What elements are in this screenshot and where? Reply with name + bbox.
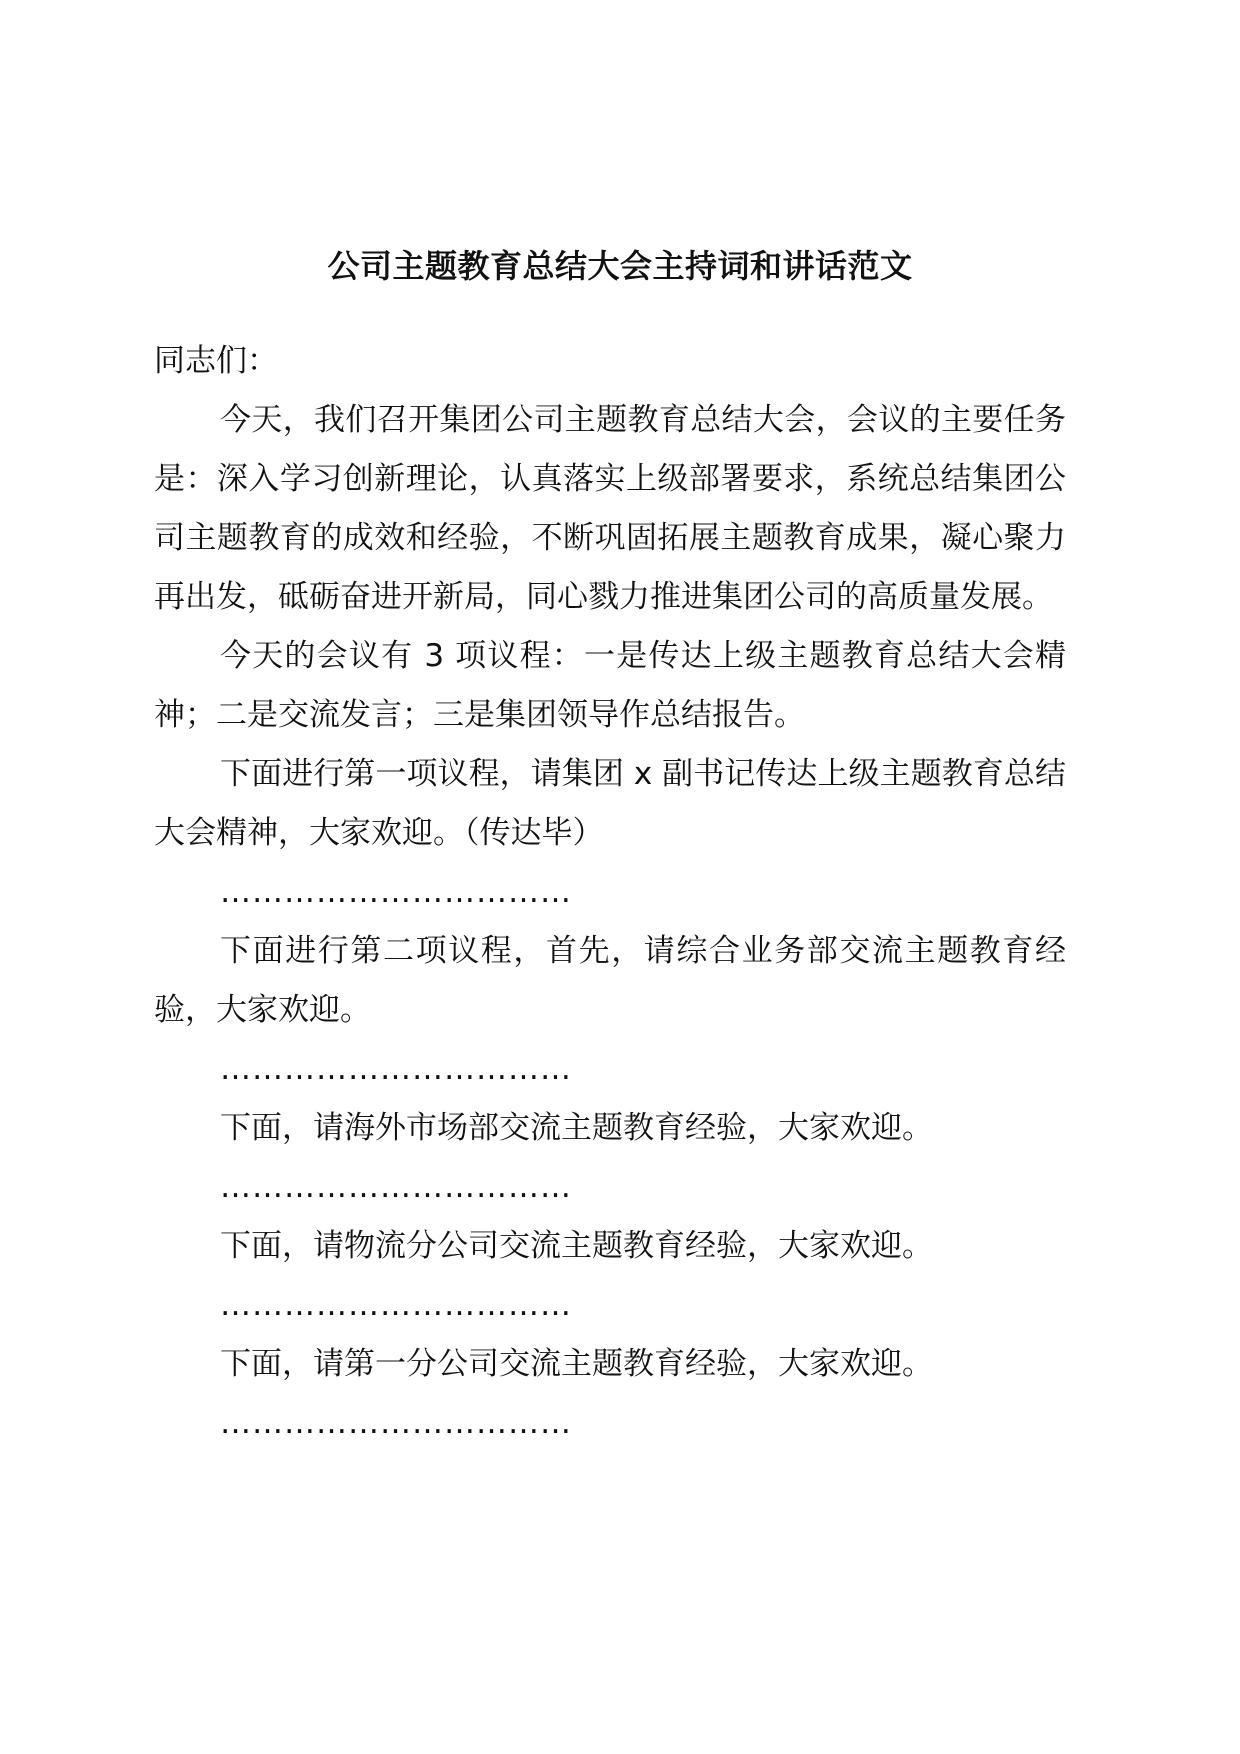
ellipsis-line: …………………………… (220, 874, 572, 910)
ellipsis-line: …………………………… (220, 1287, 572, 1323)
salutation: 同志们： (154, 343, 278, 379)
paragraph-logistics: 下面，请物流分公司交流主题教育经验，大家欢迎。 (220, 1228, 933, 1264)
document-title: 公司主题教育总结大会主持词和讲话范文 (327, 247, 913, 285)
paragraph-overseas: 下面，请海外市场部交流主题教育经验，大家欢迎。 (220, 1110, 933, 1146)
paragraph-agenda: 今天的会议有 3 项议程：一是传达上级主题教育总结大会精神；二是交流发言；三是集团领导作总结报告。 (154, 638, 1066, 733)
paragraph-first-branch: 下面，请第一分公司交流主题教育经验，大家欢迎。 (220, 1346, 933, 1382)
paragraph-item-two: 下面进行第二项议程，首先，请综合业务部交流主题教育经验，大家欢迎。 (154, 933, 1066, 1028)
paragraph-item-one: 下面进行第一项议程，请集团 x 副书记传达上级主题教育总结大会精神，大家欢迎。（传达毕） (154, 756, 1066, 851)
document-body (154, 340, 1066, 1453)
paragraph-opening: 今天，我们召开集团公司主题教育总结大会，会议的主要任务是：深入学习创新理论，认真落实上级部署要求，系统总结集团公司主题教育的成效和经验，不断巩固拓展主题教育成果，凝心聚力再出发，砥砺奋进开新局，同心戮力推进集团公司的高质量发展。 (154, 402, 1066, 615)
ellipsis-line: …………………………… (220, 1405, 572, 1441)
ellipsis-line: …………………………… (220, 1051, 572, 1087)
ellipsis-line: …………………………… (220, 1169, 572, 1205)
